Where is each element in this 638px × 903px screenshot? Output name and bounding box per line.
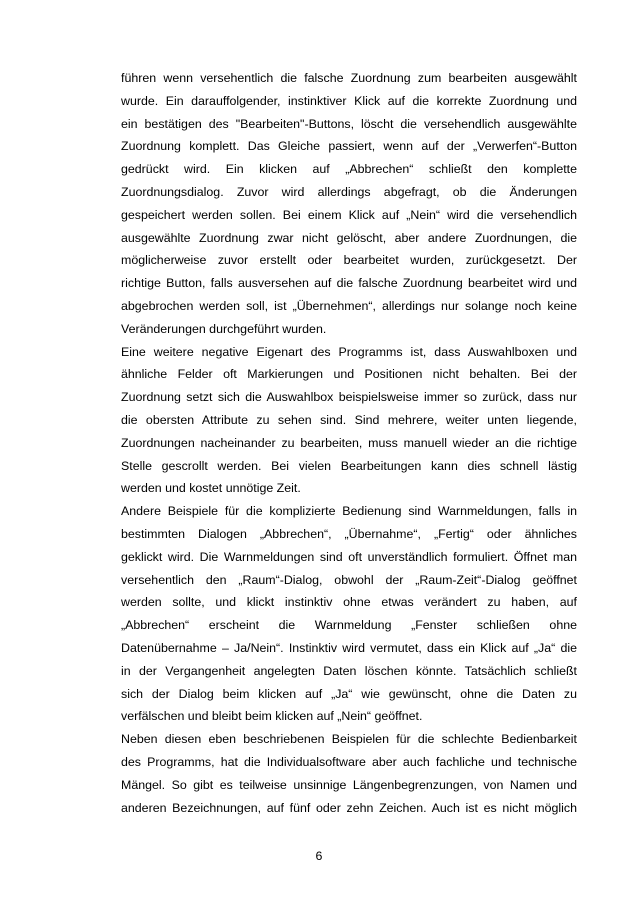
paragraph-last-line: werden und kostet unnötige Zeit. bbox=[121, 481, 301, 496]
page-number: 6 bbox=[315, 849, 323, 863]
text-line: gedrückt wird. Ein klicken auf „Abbrechen“ schließt den komplette bbox=[121, 162, 577, 177]
text-line: des Programms, hat die Individualsoftware aber auch fachliche und technische bbox=[121, 754, 577, 769]
text-line: die obersten Attribute zu sehen sind. Sind mehrere, weiter unten liegende, bbox=[121, 412, 577, 427]
text-line: in der Vergangenheit angelegten Daten löschen könnte. Tatsächlich schließt bbox=[121, 663, 577, 678]
paragraph-last-line: Veränderungen durchgeführt wurden. bbox=[121, 321, 327, 336]
text-line: ähnliche Felder oft Markierungen und Positionen nicht behalten. Bei der bbox=[121, 367, 577, 382]
text-line: ein bestätigen des "Bearbeiten"-Buttons, löscht die versehendlich ausgewählte bbox=[121, 116, 577, 131]
text-line: anderen Bezeichnungen, auf fünf oder zehn Zeichen. Auch ist es nicht möglich bbox=[121, 800, 577, 815]
text-line: Stelle gescrollt werden. Bei vielen Bearbeitungen kann dies schnell lästig bbox=[121, 458, 577, 473]
text-line: abgebrochen werden soll, ist „Übernehmen“, allerdings nur solange noch keine bbox=[121, 298, 577, 313]
text-line: bestimmten Dialogen „Abbrechen“, „Übernahme“, „Fertig“ oder ähnliches bbox=[121, 526, 577, 541]
text-line: führen wenn versehentlich die falsche Zuordnung zum bearbeiten ausgewählt bbox=[121, 71, 577, 85]
text-line: „Abbrechen“ erscheint die Warnmeldung „Fenster schließen ohne bbox=[121, 618, 577, 633]
text-line: versehentlich den „Raum“-Dialog, obwohl der „Raum-Zeit“-Dialog geöffnet bbox=[121, 572, 577, 587]
text-line: ausgewählte Zuordnung zwar nicht gelöscht, aber andere Zuordnungen, die bbox=[121, 230, 577, 245]
text-line: Andere Beispiele für die komplizierte Bedienung sind Warnmeldungen, falls in bbox=[121, 504, 577, 519]
text-line: werden sollte, und klickt instinktiv ohne etwas verändert zu haben, auf bbox=[121, 595, 577, 610]
text-line: Datenübernahme – Ja/Nein“. Instinktiv wird vermutet, dass ein Klick auf „Ja“ die bbox=[121, 640, 577, 655]
text-line: geklickt wird. Die Warnmeldungen sind oft unverständlich formuliert. Öffnet man bbox=[121, 549, 577, 564]
text-line: Zuordnung komplett. Das Gleiche passiert, wenn auf der „Verwerfen“-Button bbox=[121, 139, 577, 154]
text-line: Mängel. So gibt es teilweise unsinnige Längenbegrenzungen, von Namen und bbox=[121, 777, 577, 792]
paragraph-last-line: verfälschen und bleibt beim klicken auf „Nein“ geöffnet. bbox=[121, 709, 423, 724]
text-line: Zuordnungen nacheinander zu bearbeiten, muss manuell wieder an die richtige bbox=[121, 435, 577, 450]
text-line: richtige Button, falls ausversehen auf die falsche Zuordnung bearbeitet wird und bbox=[121, 276, 577, 291]
text-line: Eine weitere negative Eigenart des Programms ist, dass Auswahlboxen und bbox=[121, 344, 577, 359]
text-line: Neben diesen eben beschriebenen Beispielen für die schlechte Bedienbarkeit bbox=[121, 732, 577, 747]
text-line: möglicherweise zuvor erstellt oder bearbeitet wurden, zurückgesetzt. Der bbox=[121, 253, 577, 268]
body-text bbox=[121, 67, 577, 819]
text-line: wurde. Ein darauffolgender, instinktiver Klick auf die korrekte Zuordnung und bbox=[121, 93, 577, 108]
text-line: Zuordnung setzt sich die Auswahlbox beispielsweise immer so zurück, dass nur bbox=[121, 390, 577, 405]
text-line: sich der Dialog beim klicken auf „Ja“ wie gewünscht, ohne die Daten zu bbox=[121, 686, 577, 701]
text-line: gespeichert werden sollen. Bei einem Klick auf „Nein“ wird die versehendlich bbox=[121, 207, 577, 222]
text-line: Zuordnungsdialog. Zuvor wird allerdings abgefragt, ob die Änderungen bbox=[121, 184, 577, 199]
